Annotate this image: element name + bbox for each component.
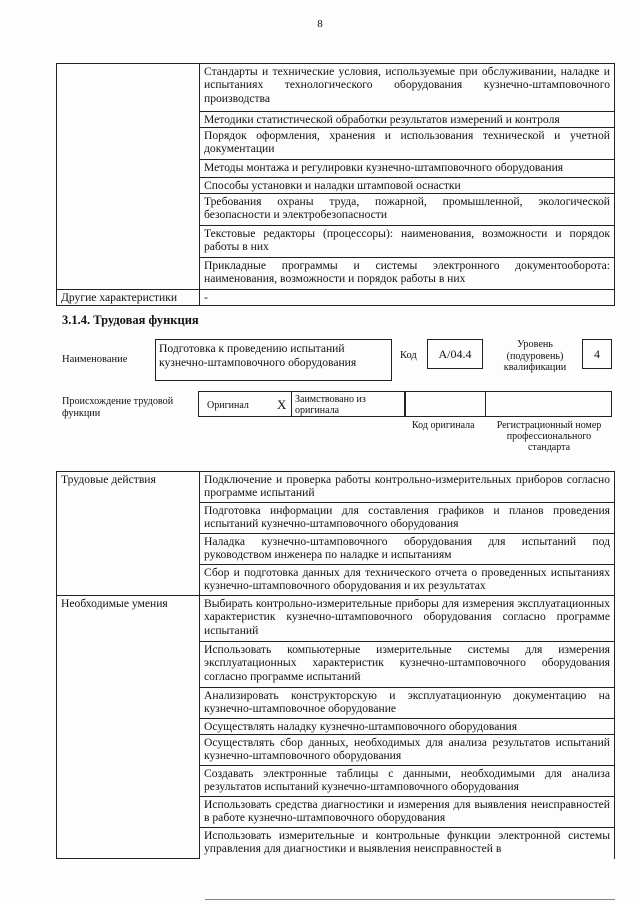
skill-item: Использовать измерительные и контрольные функции электронной системы управления для диагностики и выявления неисправностей в xyxy=(200,828,615,859)
other-characteristics-value: - xyxy=(200,290,615,306)
original-label: Оригинал xyxy=(207,400,249,411)
knowledge-item: Методики статистической обработки результатов измерений и контроля xyxy=(200,112,615,128)
skill-item: Создавать электронные таблицы с данными, необходимыми для анализа результатов испытаний кузнечно-штамповочного оборудования xyxy=(200,766,615,797)
skill-item: Использовать компьютерные измерительные системы для измерения эксплуатационных характеристик кузнечно-штамповочного оборудования согласно программе испытаний xyxy=(200,642,615,688)
knowledge-item: Способы установки и наладки штамповой оснастки xyxy=(200,178,615,194)
original-mark: X xyxy=(277,397,287,412)
skill-item: Анализировать конструкторскую и эксплуатационную документацию на кузнечно-штамповочное оборудование xyxy=(200,688,615,719)
section-title: 3.1.4. Трудовая функция xyxy=(62,313,199,327)
origin-row xyxy=(198,391,612,417)
knowledge-item: Методы монтажа и регулировки кузнечно-штамповочного оборудования xyxy=(200,160,615,178)
action-item: Сбор и подготовка данных для технического отчета о проведенных испытаниях кузнечно-штамповочного оборудования и их результатах xyxy=(200,565,615,596)
page-bottom-rule xyxy=(205,899,615,900)
skills-label: Необходимые умения xyxy=(57,596,200,859)
code-original-cell xyxy=(405,391,485,417)
knowledge-item: Текстовые редакторы (процессоры): наименования, возможности и порядок работы в них xyxy=(200,226,615,258)
skill-item: Выбирать контрольно-измерительные приборы для измерения эксплуатационных характеристик кузнечно-штамповочного оборудования согласно программе испытаний xyxy=(200,596,615,642)
action-item: Подготовка информации для составления графиков и планов проведения испытаний кузнечно-штамповочного оборудования xyxy=(200,503,615,534)
action-item: Наладка кузнечно-штамповочного оборудования для испытаний под руководством инженера по наладке и испытаниям xyxy=(200,534,615,565)
action-item: Подключение и проверка работы контрольно-измерительных приборов согласно программе испытаний xyxy=(200,472,615,503)
borrowed-label: Заимствовано из оригинала xyxy=(295,394,366,416)
code-original-label: Код оригинала xyxy=(412,420,475,431)
knowledge-item: Требования охраны труда, пожарной, промышленной, экологической безопасности и электробезопасности xyxy=(200,194,615,226)
knowledge-label-cell xyxy=(57,64,200,290)
actions-label: Трудовые действия xyxy=(57,472,200,596)
code-label: Код xyxy=(400,350,417,361)
skill-item: Использовать средства диагностики и измерения для выявления неисправностей в работе кузнечно-штамповочного оборудования xyxy=(200,797,615,828)
name-label: Наименование xyxy=(62,354,128,365)
function-details-table xyxy=(56,471,615,859)
level-label: Уровень (подуровень) квалификации xyxy=(503,339,567,373)
level-box: 4 xyxy=(582,339,612,369)
skill-item: Осуществлять сбор данных, необходимых для анализа результатов испытаний кузнечно-штамповочного оборудования xyxy=(200,735,615,766)
function-name-box: Подготовка к проведению испытаний кузнечно-штамповочного оборудования xyxy=(155,339,392,381)
skill-item: Осуществлять наладку кузнечно-штамповочного оборудования xyxy=(200,719,615,735)
original-cell xyxy=(198,391,291,417)
page-number: 8 xyxy=(317,18,323,30)
knowledge-table xyxy=(56,63,615,306)
reg-number-cell xyxy=(485,391,612,417)
borrowed-cell xyxy=(291,391,405,417)
other-characteristics-label: Другие характеристики xyxy=(57,290,200,306)
knowledge-item: Прикладные программы и системы электронного документооборота: наименования, возможности и порядок работы в них xyxy=(200,258,615,290)
origin-label: Происхождение трудовой функции xyxy=(62,396,174,419)
knowledge-item: Порядок оформления, хранения и использования технической и учетной документации xyxy=(200,128,615,160)
reg-number-label: Регистрационный номер профессионального стандарта xyxy=(496,420,602,453)
function-code-box: A/04.4 xyxy=(427,339,483,369)
knowledge-item: Стандарты и технические условия, используемые при обслуживании, наладке и испытаниях технологического оборудования кузнечно-штамповочного производства xyxy=(200,64,615,112)
